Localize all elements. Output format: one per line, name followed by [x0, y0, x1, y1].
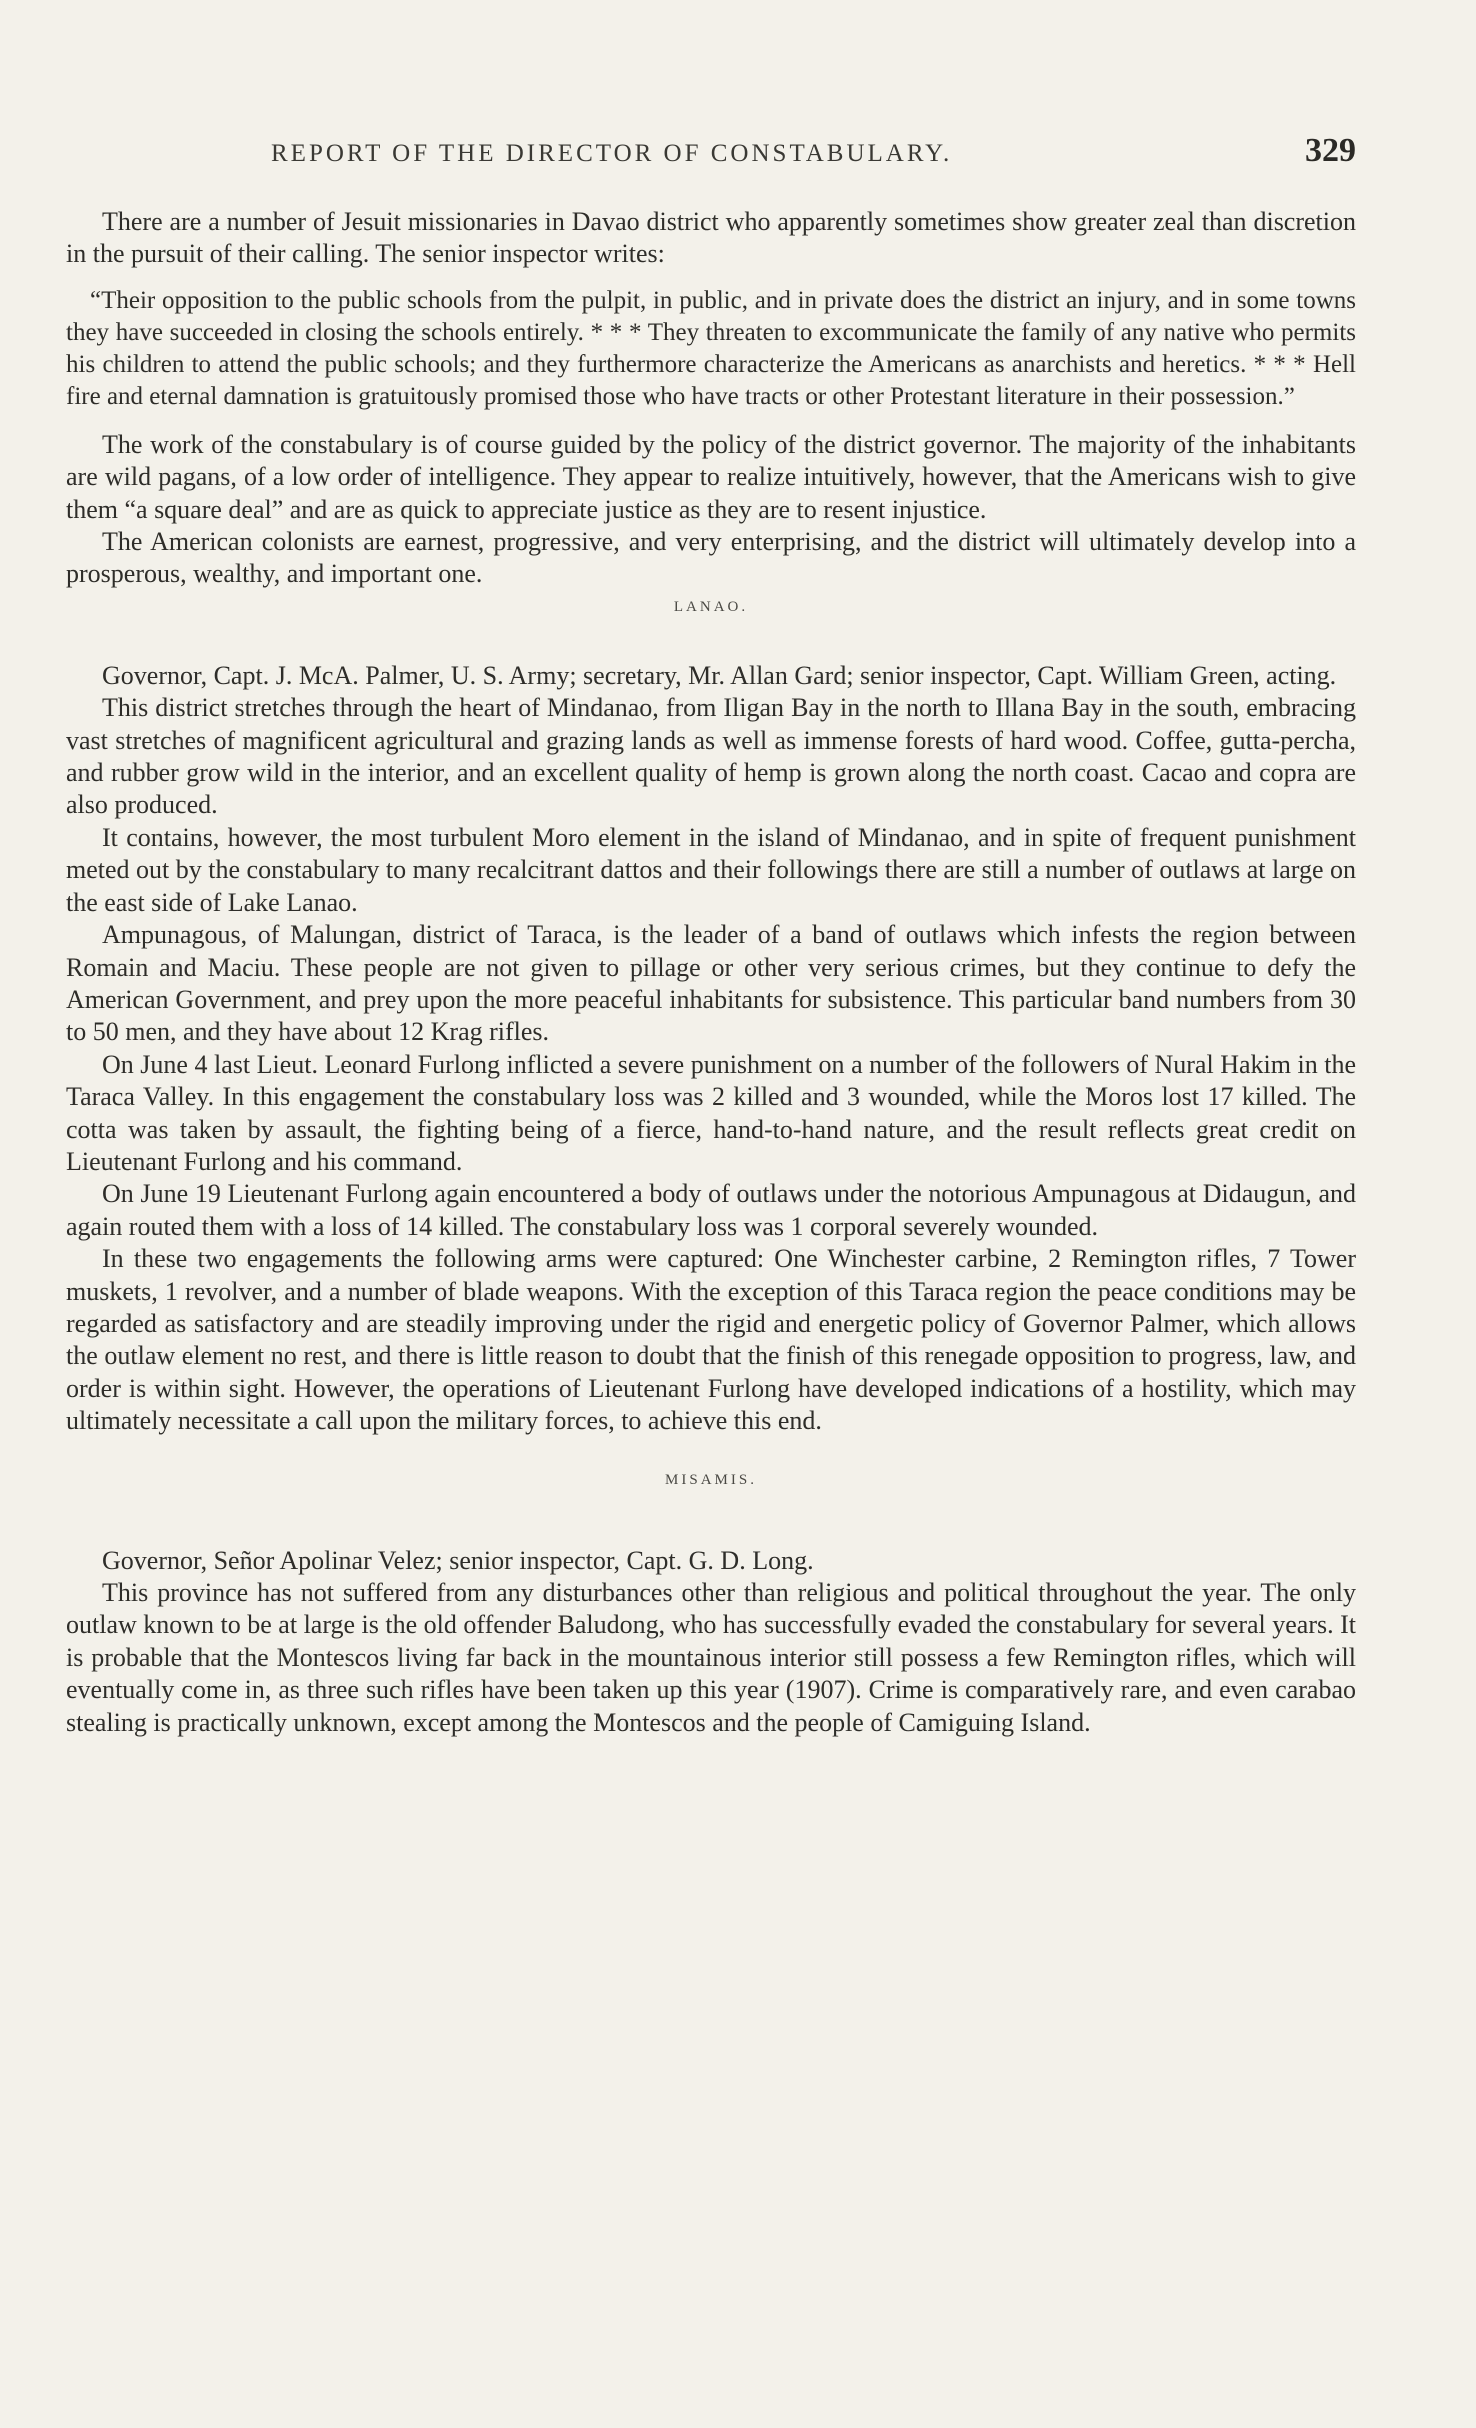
lanao-paragraph-6: On June 19 Lieutenant Furlong again encountered a body of outlaws under the notorious Ampunagous at Didaugun, and again routed them with a loss of 14 killed. The constabulary loss was 1 corporal severely wounded.	[66, 1179, 1356, 1241]
davao-paragraph-2: The work of the constabulary is of course guided by the policy of the district governor. The majority of the inhabitants are wild pagans, of a low order of intelligence. They appear to realize intuitively, however, that the Americans wish to give them “a square deal” and are as quick to appreciate justice as they are to resent injustice.	[66, 429, 1356, 524]
misamis-section	[66, 1545, 1356, 1739]
document-page	[66, 132, 1356, 2372]
davao-section	[66, 206, 1356, 591]
lanao-paragraph-5: On June 4 last Lieut. Leonard Furlong inflicted a severe punishment on a number of the followers of Nural Hakim in the Taraca Valley. In this engagement the constabulary loss was 2 killed and 3 wounded, while the Moros lost 17 killed. The cotta was taken by assault, the fighting being of a fierce, hand-to-hand nature, and the result reflects great credit on Lieutenant Furlong and his command.	[66, 1049, 1356, 1176]
lanao-paragraph-4: Ampunagous, of Malungan, district of Taraca, is the leader of a band of outlaws which infests the region between Romain and Maciu. These people are not given to pillage or other very serious crimes, but they continue to defy the American Government, and prey upon the more peaceful inhabitants for subsistence. This particular band numbers from 30 to 50 men, and they have about 12 Krag rifles.	[66, 920, 1356, 1047]
lanao-paragraph-7: In these two engagements the following arms were captured: One Winchester carbine, 2 Remington rifles, 7 Tower muskets, 1 revolver, and a number of blade weapons. With the exception of this Taraca region the peace conditions may be regarded as satisfactory and are steadily improving under the rigid and energetic policy of Governor Palmer, which allows the outlaw element no rest, and there is little reason to doubt that the finish of this renegade opposition to progress, law, and order is within sight. However, the operations of Lieutenant Furlong have developed indications of a hostility, which may ultimately necessitate a call upon the military forces, to achieve this end.	[66, 1244, 1356, 1436]
lanao-heading: LANAO.	[673, 598, 749, 615]
running-title: REPORT OF THE DIRECTOR OF CONSTABULARY.	[271, 140, 953, 167]
page-number: 329	[1305, 132, 1356, 169]
lanao-section	[66, 660, 1356, 1438]
lanao-paragraph-3: It contains, however, the most turbulent Moro element in the island of Mindanao, and in spite of frequent punishment meted out by the constabulary to many recalcitrant dattos and their followings there are still a number of outlaws at large on the east side of Lake Lanao.	[66, 822, 1356, 917]
misamis-officials: Governor, Señor Apolinar Velez; senior inspector, Capt. G. D. Long.	[102, 1545, 814, 1575]
davao-paragraph-3: The American colonists are earnest, progressive, and very enterprising, and the district will ultimately develop into a prosperous, wealthy, and important one.	[66, 527, 1356, 589]
senior-inspector-quote: “Their opposition to the public schools from the pulpit, in public, and in private does the district an injury, and in some towns they have succeeded in closing the schools entirely. * * * They threaten to excommunicate the family of any native who permits his children to attend the public schools; and they furthermore characterize the Americans as anarchists and heretics. * * * Hell fire and eternal damnation is gratuitously promised those who have tracts or other Protestant literature in their possession.”	[66, 286, 1356, 410]
misamis-heading: MISAMIS.	[665, 1471, 757, 1488]
misamis-paragraph-2: This province has not suffered from any disturbances other than religious and political throughout the year. The only outlaw known to be at large is the old offender Baludong, who has successfully evaded the constabulary for several years. It is probable that the Montescos living far back in the mountainous interior still possess a few Remington rifles, which will eventually come in, as three such rifles have been taken up this year (1907). Crime is comparatively rare, and even carabao stealing is practically unknown, except among the Montescos and the people of Camiguing Island.	[66, 1578, 1356, 1737]
lanao-officials: Governor, Capt. J. McA. Palmer, U. S. Army; secretary, Mr. Allan Gard; senior inspector, Capt. William Green, acting.	[102, 660, 1337, 690]
running-header	[66, 132, 1356, 180]
davao-paragraph-1: There are a number of Jesuit missionaries in Davao district who apparently sometimes show greater zeal than discretion in the pursuit of their calling. The senior inspector writes:	[66, 207, 1356, 269]
lanao-paragraph-2: This district stretches through the heart of Mindanao, from Iligan Bay in the north to Illana Bay in the south, embracing vast stretches of magnificent agricultural and grazing lands as well as immense forests of hard wood. Coffee, gutta-percha, and rubber grow wild in the interior, and an excellent quality of hemp is grown along the north coast. Cacao and copra are also produced.	[66, 693, 1356, 820]
